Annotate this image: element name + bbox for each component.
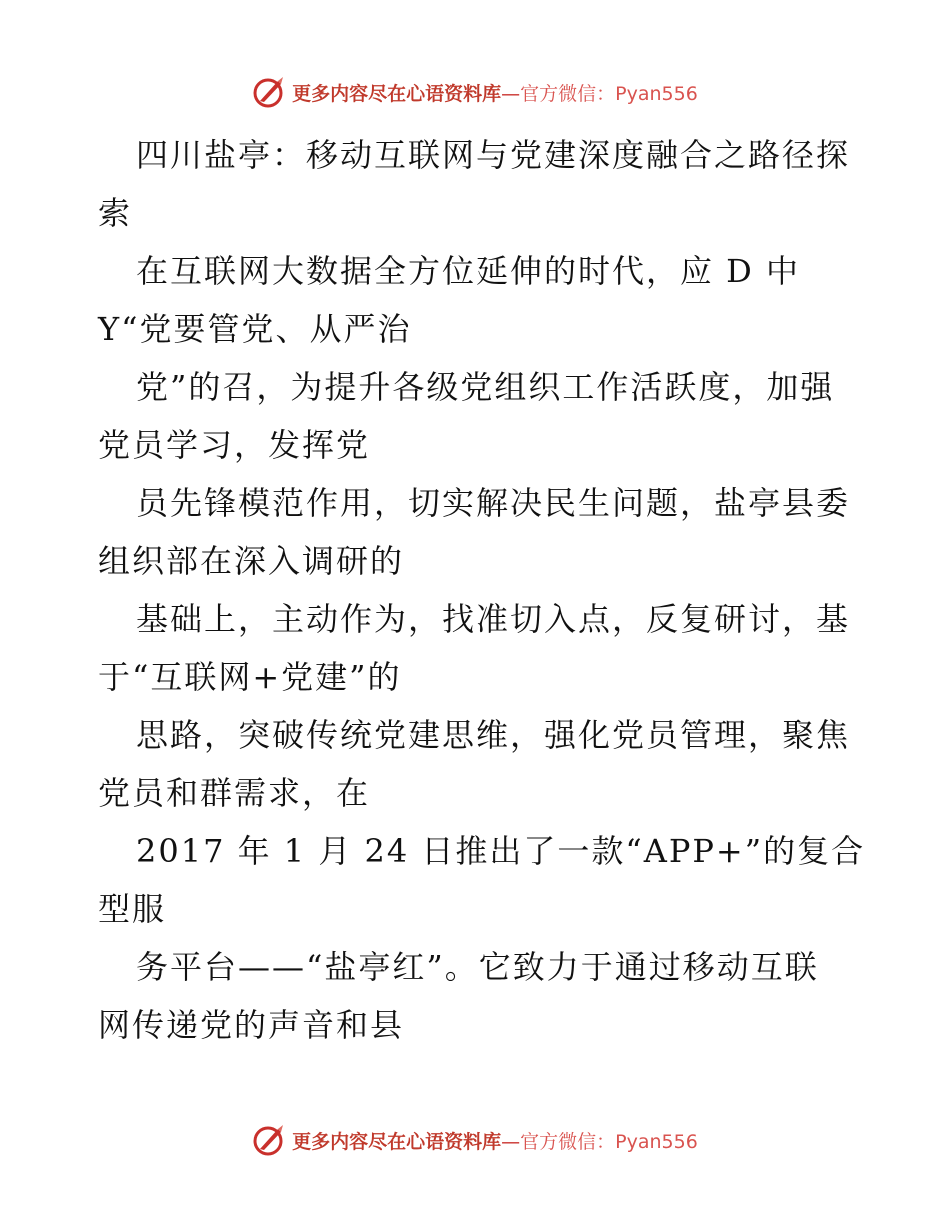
banner-text bbox=[292, 1127, 698, 1154]
text-line: 2017 年 1 月 24 日推出了一款“APP+”的复合 bbox=[136, 832, 866, 870]
text-line: 基础上，主动作为，找准切入点，反复研讨，基 bbox=[136, 600, 851, 638]
banner-text bbox=[292, 79, 698, 106]
banner-wechat: 官方微信：Pyan556 bbox=[520, 1130, 698, 1153]
banner-wechat: 官方微信：Pyan556 bbox=[520, 82, 698, 105]
text-line: 党”的召，为提升各级党组织工作活跃度，加强 bbox=[136, 368, 835, 406]
text-line: 员先锋模范作用，切实解决民生问题，盐亭县委 bbox=[136, 484, 851, 522]
text-line: 思路，突破传统党建思维，强化党员管理，聚焦 bbox=[136, 716, 851, 754]
banner-dash: — bbox=[501, 82, 521, 105]
text-line: 党员和群需求，在 bbox=[98, 774, 371, 812]
banner-dash: — bbox=[501, 1130, 521, 1153]
quill-pen-logo-icon bbox=[252, 1123, 286, 1157]
banner-brand: 更多内容尽在心语资料库 bbox=[292, 82, 502, 105]
text-line: 于“互联网+党建”的 bbox=[98, 658, 402, 696]
document-body bbox=[98, 126, 866, 1054]
text-line: 网传递党的声音和县 bbox=[98, 1006, 405, 1044]
quill-pen-logo-icon bbox=[252, 75, 286, 109]
banner-brand: 更多内容尽在心语资料库 bbox=[292, 1130, 502, 1153]
header-banner bbox=[0, 72, 950, 112]
footer-banner bbox=[0, 1120, 950, 1160]
text-line: Y“党要管党、从严治 bbox=[98, 310, 412, 348]
text-line: 组织部在深入调研的 bbox=[98, 542, 405, 580]
text-line: 务平台——“盐亭红”。它致力于通过移动互联 bbox=[136, 948, 819, 986]
text-line: 型服 bbox=[98, 890, 167, 928]
text-line: 党员学习，发挥党 bbox=[98, 426, 371, 464]
text-line: 索 bbox=[98, 194, 133, 232]
text-line: 在互联网大数据全方位延伸的时代，应 D 中 bbox=[136, 252, 801, 290]
text-line: 四川盐亭：移动互联网与党建深度融合之路径探 bbox=[136, 136, 851, 174]
